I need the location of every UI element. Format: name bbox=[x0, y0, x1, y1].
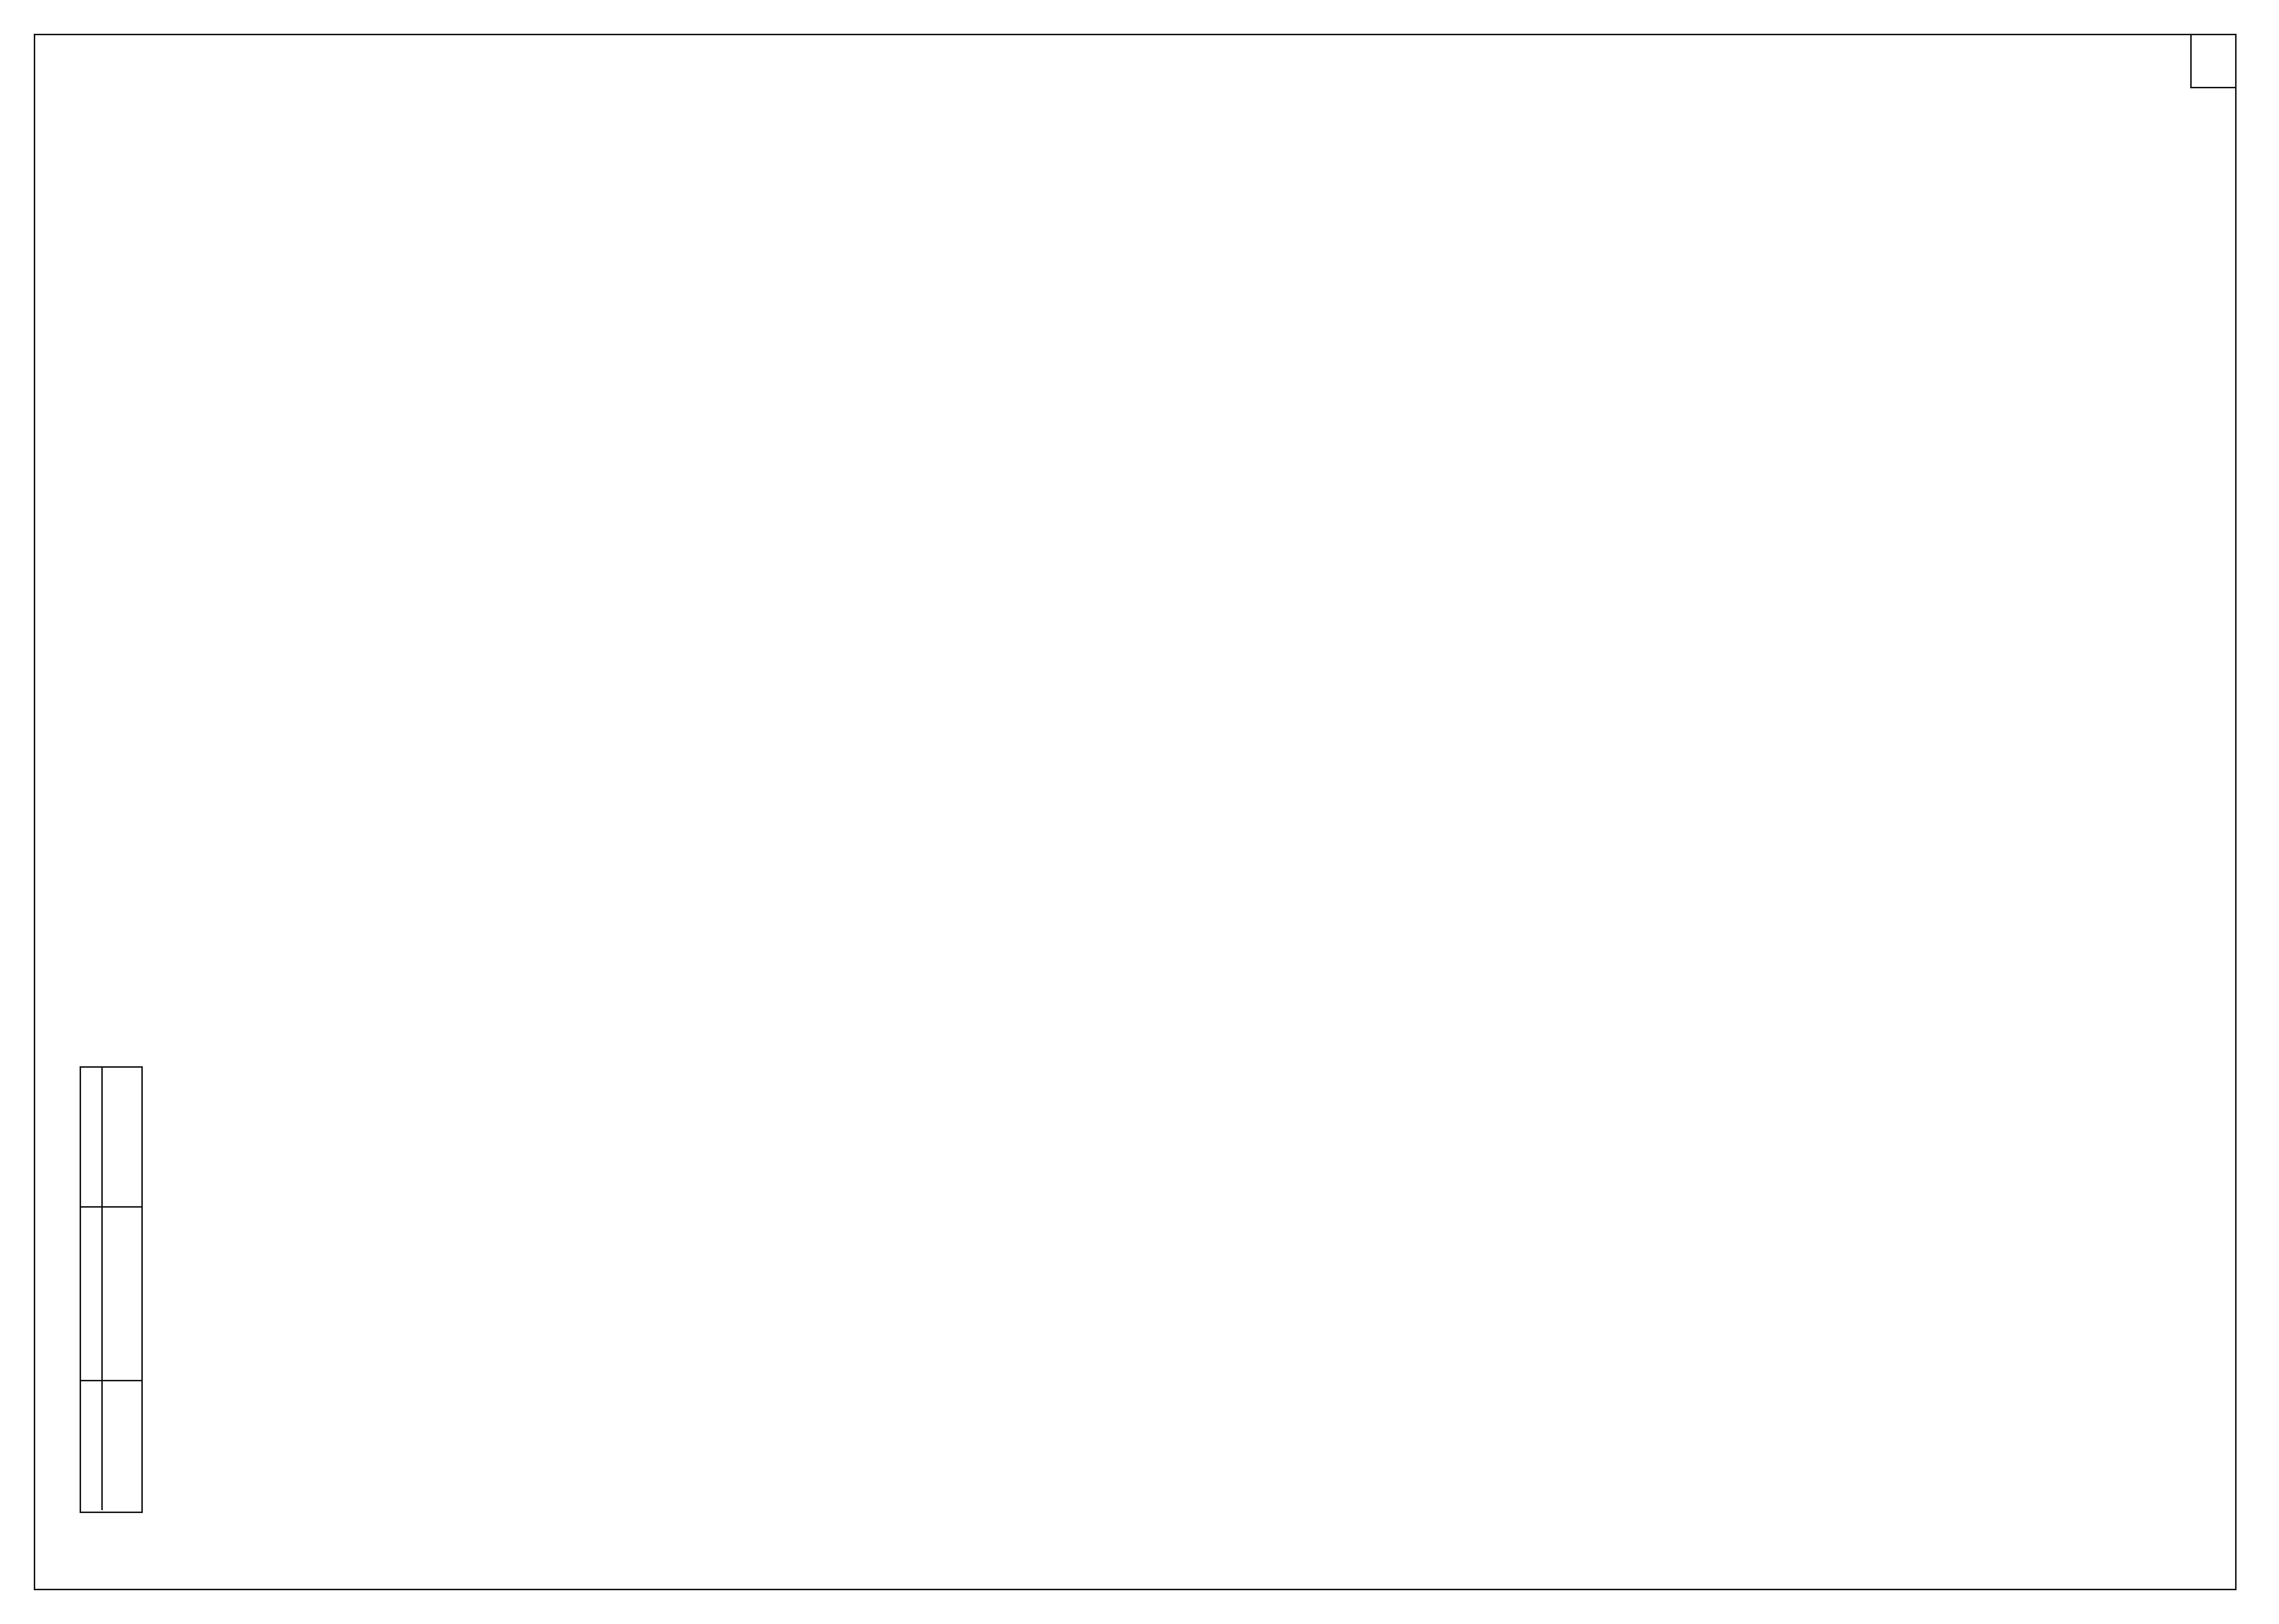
side-stamp bbox=[80, 1066, 143, 1513]
drawing-frame bbox=[34, 34, 2237, 1590]
page-number-box bbox=[2190, 34, 2237, 88]
